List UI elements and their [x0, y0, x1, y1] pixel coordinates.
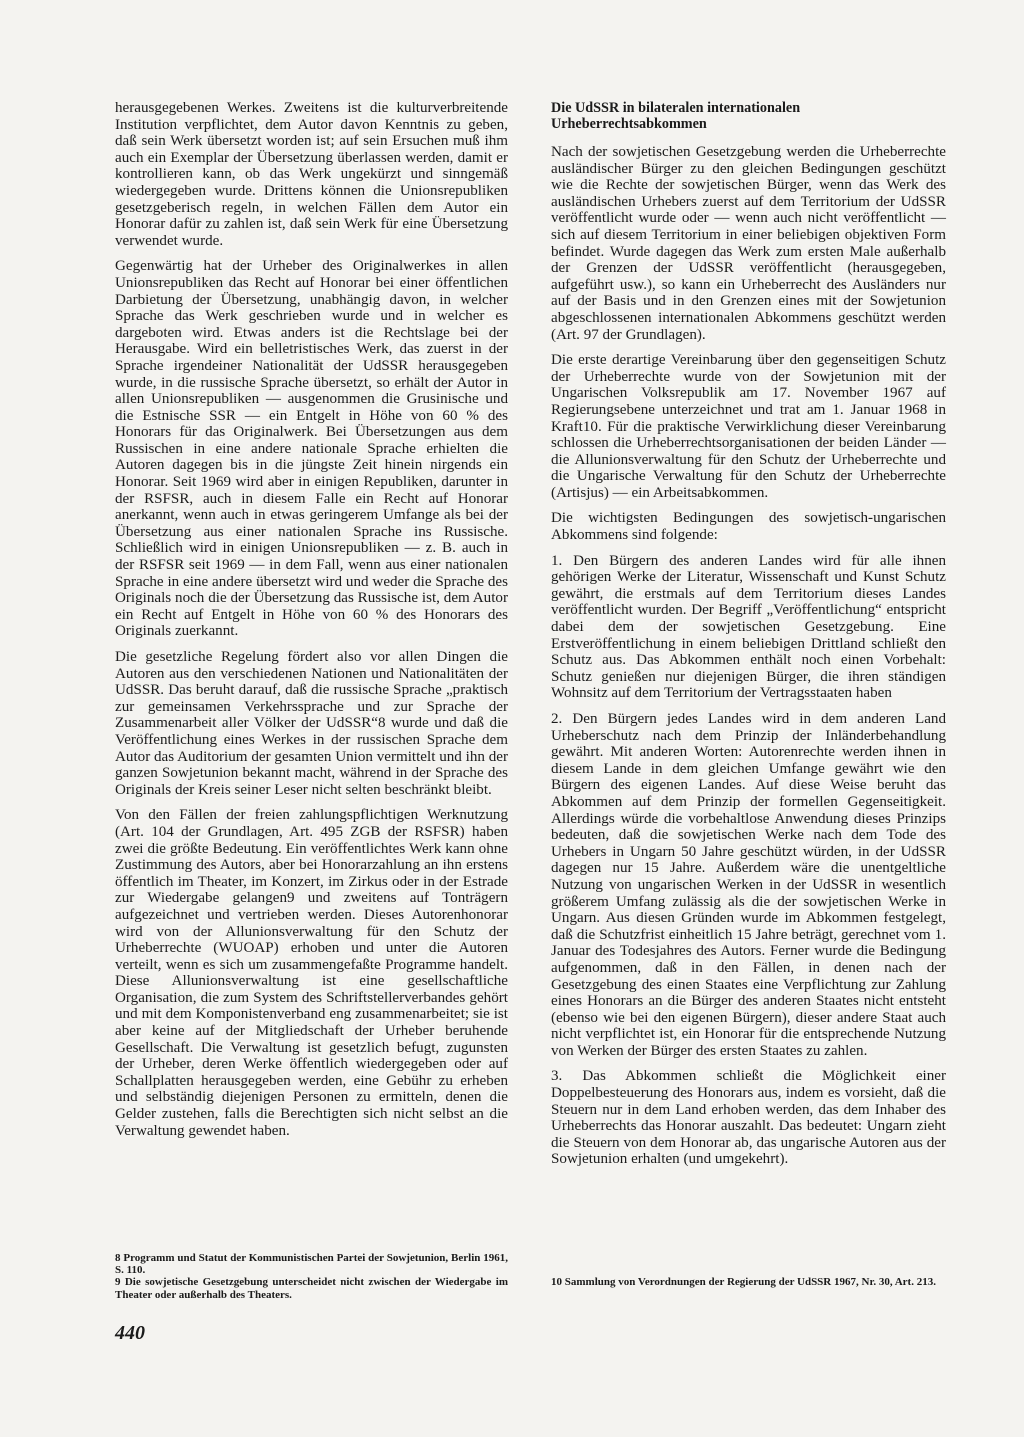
- footnote: 10 Sammlung von Verordnungen der Regierung der UdSSR 1967, Nr. 30, Art. 213.: [551, 1276, 936, 1288]
- page-number: 440: [115, 1322, 145, 1344]
- body-paragraph: Die gesetzliche Regelung fördert also vor allen Dingen die Autoren aus den verschiedenen Nationen und Nationalitäten der UdSSR. Das beruht darauf, daß die russische Sprache „praktisch zur gemeinsamen Verkehrssprache und zur Sprache der Zusammenarbeit aller Völker der UdSSR“8 wurde und daß die Veröffentlichung eines Werkes in der russischen Sprache dem Autor das Auditorium der gesamten Union vermittelt und ihn der ganzen Sowjetunion bekannt macht, während in der Sprache des Originals der Kreis seiner Leser nicht selten beschränkt bleibt.: [115, 649, 508, 798]
- section-heading: Die UdSSR in bilateralen internationalen Urheberrechtsabkommen: [551, 100, 801, 132]
- body-paragraph: Die erste derartige Vereinbarung über den gegenseitigen Schutz der Urheberrechte wurde von der Sowjetunion mit der Ungarischen Volksrepublik am 17. November 1967 auf Regierungsebene unterzeichnet und trat am 1. Januar 1968 in Kraft10. Für die praktische Verwirklichung dieser Vereinbarung schlossen die Urheberrechtsorganisationen der beiden Länder — die Allunionsverwaltung für den Schutz der Urheberrechte und die Ungarische Verwaltung für den Schutz der Urheberrechte (Artisjus) — ein Arbeitsabkommen.: [551, 352, 946, 501]
- right-column: [551, 100, 946, 1177]
- body-paragraph: Gegenwärtig hat der Urheber des Originalwerkes in allen Unionsrepubliken das Recht auf Honorar bei einer öffentlichen Darbietung der Übersetzung, unabhängig davon, in welcher Sprache das Werk geschrieben wurde und in welcher es dargeboten wird. Etwas anders ist die Rechtslage bei der Herausgabe. Wird ein belletristisches Werk, das zuerst in der Sprache irgendeiner Nationalität der UdSSR herausgegeben wurde, in die russische Sprache übersetzt, so erhält der Autor in allen Unionsrepubliken — ausgenommen die Grusinische und die Estnische SSR — ein Entgelt in Höhe von 60 % des Honorars für das Originalwerk. Bei Übersetzungen aus dem Russischen in eine andere nationale Sprache erhielten die Autoren dagegen bis in die jüngste Zeit hinein nirgends ein Honorar. Seit 1969 wird aber in einigen Republiken, darunter in der RSFSR, auch in diesem Falle ein Recht auf Honorar anerkannt, wenn auch in etwas geringerem Umfange als bei der Übersetzung aus einer nationalen Sprache ins Russische. Schließlich wird in einigen Unionsrepubliken — z. B. auch in der RSFSR seit 1969 — in dem Fall, wenn aus einer nationalen Sprache in eine andere übersetzt wird und weder die Sprache des Originals noch die der Übersetzung das Russische ist, dem Autor ein Recht auf Entgelt in Höhe von 60 % des Honorars des Originals zuerkannt.: [115, 258, 508, 640]
- footnote: 8 Programm und Statut der Kommunistischen Partei der Sowjetunion, Berlin 1961, S. 110.: [115, 1252, 508, 1277]
- body-paragraph: Von den Fällen der freien zahlungspflichtigen Werknutzung (Art. 104 der Grundlagen, Art. 495 ZGB der RSFSR) haben zwei die größte Bedeutung. Ein veröffentlichtes Werk kann ohne Zustimmung des Autors, aber bei Honorarzahlung an ihn erstens öffentlich im Theater, im Konzert, im Zirkus oder in der Estrade zur Wiedergabe gelangen9 und zweitens auf Tonträgern aufgezeichnet und vertrieben werden. Dieses Autorenhonorar wird von der Allunionsverwaltung für den Schutz der Urheberrechte (WUOAP) erhoben und unter die Autoren verteilt, wenn es sich um zusammengefaßte Programme handelt. Diese Allunionsverwaltung ist eine gesellschaftliche Organisation, die zum System des Schriftstellerverbandes gehört und mit dem Komponistenverband eng zusammenarbeitet; sie ist aber keine auf der Mitgliedschaft der Urheber beruhende Gesellschaft. Die Verwaltung ist gesetzlich befugt, zugunsten der Urheber, deren Werke öffentlich wiedergegeben oder auf Schallplatten herausgegeben werden, eine Gebühr zu erheben und selbständig diejenigen Personen zu ermitteln, denen die Gelder zustehen, falls die Berechtigten sich nicht selbst an die Verwaltung gewendet haben.: [115, 807, 508, 1139]
- footnote: 9 Die sowjetische Gesetzgebung unterscheidet nicht zwischen der Wiedergabe im Theater oder außerhalb des Theaters.: [115, 1276, 508, 1301]
- list-item: 3. Das Abkommen schließt die Möglichkeit einer Doppelbesteuerung des Honorars aus, indem es vorsieht, daß die Steuern nur in dem Land erhoben werden, das dem Inhaber des Urheberrechts das Honorar auszahlt. Das bedeutet: Ungarn zieht die Steuern von dem Honorar ab, das ungarische Autoren aus der Sowjetunion erhalten (und umgekehrt).: [551, 1068, 946, 1168]
- body-paragraph: Nach der sowjetischen Gesetzgebung werden die Urheberrechte ausländischer Bürger zu den gleichen Bedingungen geschützt wie die Rechte der sowjetischen Bürger, wenn das Werk des ausländischen Urhebers zuerst auf dem Territorium der UdSSR veröffentlicht wurde oder — wenn auch nicht veröffentlicht — sich auf diesem Territorium in einer beliebigen objektiven Form befindet. Wurde dagegen das Werk zum ersten Male außerhalb der Grenzen der UdSSR veröffentlicht (herausgegeben, aufgeführt usw.), so kann ein Urheberrecht des Ausländers nur auf der Basis und in den Grenzen eines mit der Sowjetunion abgeschlossenen internationalen Abkommens geschützt werden (Art. 97 der Grundlagen).: [551, 144, 946, 343]
- footnotes-left: [115, 1252, 508, 1301]
- body-paragraph: Die wichtigsten Bedingungen des sowjetisch-ungarischen Abkommens sind folgende:: [551, 510, 946, 544]
- list-item: 1. Den Bürgern des anderen Landes wird für alle ihnen gehörigen Werke der Literatur, Wissenschaft und Kunst Schutz gewährt, die erstmals auf dem Territorium dieses Landes veröffentlicht wurden. Der Begriff „Veröffentlichung“ entspricht dabei dem der sowjetischen Gesetzgebung. Eine Erstveröffentlichung in einem beliebigen Drittland schließt den Schutz aus. Das Abkommen enthält noch einen Vorbehalt: Schutz genießen nur diejenigen Bürger, die ihren ständigen Wohnsitz auf dem Territorium der Vertragsstaaten haben: [551, 552, 946, 702]
- body-paragraph: herausgegebenen Werkes. Zweitens ist die kulturverbreitende Institution verpflichtet, dem Autor davon Kenntnis zu geben, daß sein Werk übersetzt worden ist; auf sein Ersuchen muß ihm auch ein Exemplar der Übersetzung überlassen werden, damit er kontrollieren kann, ob das Werk ungekürzt und sinngemäß wiedergegeben wurde. Drittens können die Unionsrepubliken gesetzgeberisch regeln, in welchen Fällen dem Autor ein Honorar dafür zu zahlen ist, daß sein Werk für eine Übersetzung verwendet wurde.: [115, 100, 508, 249]
- list-item: 2. Den Bürgern jedes Landes wird in dem anderen Land Urheberschutz nach dem Prinzip der Inländerbehandlung gewährt. Mit anderen Worten: Autorenrechte werden ihnen in diesem Lande in dem gleichen Umfange gewährt wie den Bürgern des eigenen Landes. Auf diese Weise beruht das Abkommen auf dem Prinzip der formellen Gegenseitigkeit. Allerdings würde die vorbehaltlose Anwendung dieses Prinzips bedeuten, daß die sowjetischen Werke nach dem Tode des Urhebers in Ungarn 50 Jahre geschützt würden, in der UdSSR dagegen nur 15 Jahre. Außerdem wäre die unentgeltliche Nutzung von ungarischen Werken in der UdSSR in wesentlich größerem Umfang zulässig als die der sowjetischen Werke in Ungarn. Aus diesen Gründen wurde im Abkommen festgelegt, daß die Schutzfrist einheitlich 15 Jahre beträgt, gerechnet vom 1. Januar des Todesjahres des Autors. Ferner wurde die Bedingung aufgenommen, daß in den Fällen, in denen nach der Gesetzgebung des einen Staates eine Verpflichtung zur Zahlung eines Honorars an die Bürger des anderen Staates nicht entsteht (ebenso wie bei den eigenen Bürgern), dieser andere Staat auch nicht verpflichtet ist, ein Honorar für die entsprechende Nutzung von Werken der Bürger des ersten Staates zu zahlen.: [551, 711, 946, 1059]
- footnotes-right: [551, 1276, 946, 1288]
- left-column: [115, 100, 508, 1148]
